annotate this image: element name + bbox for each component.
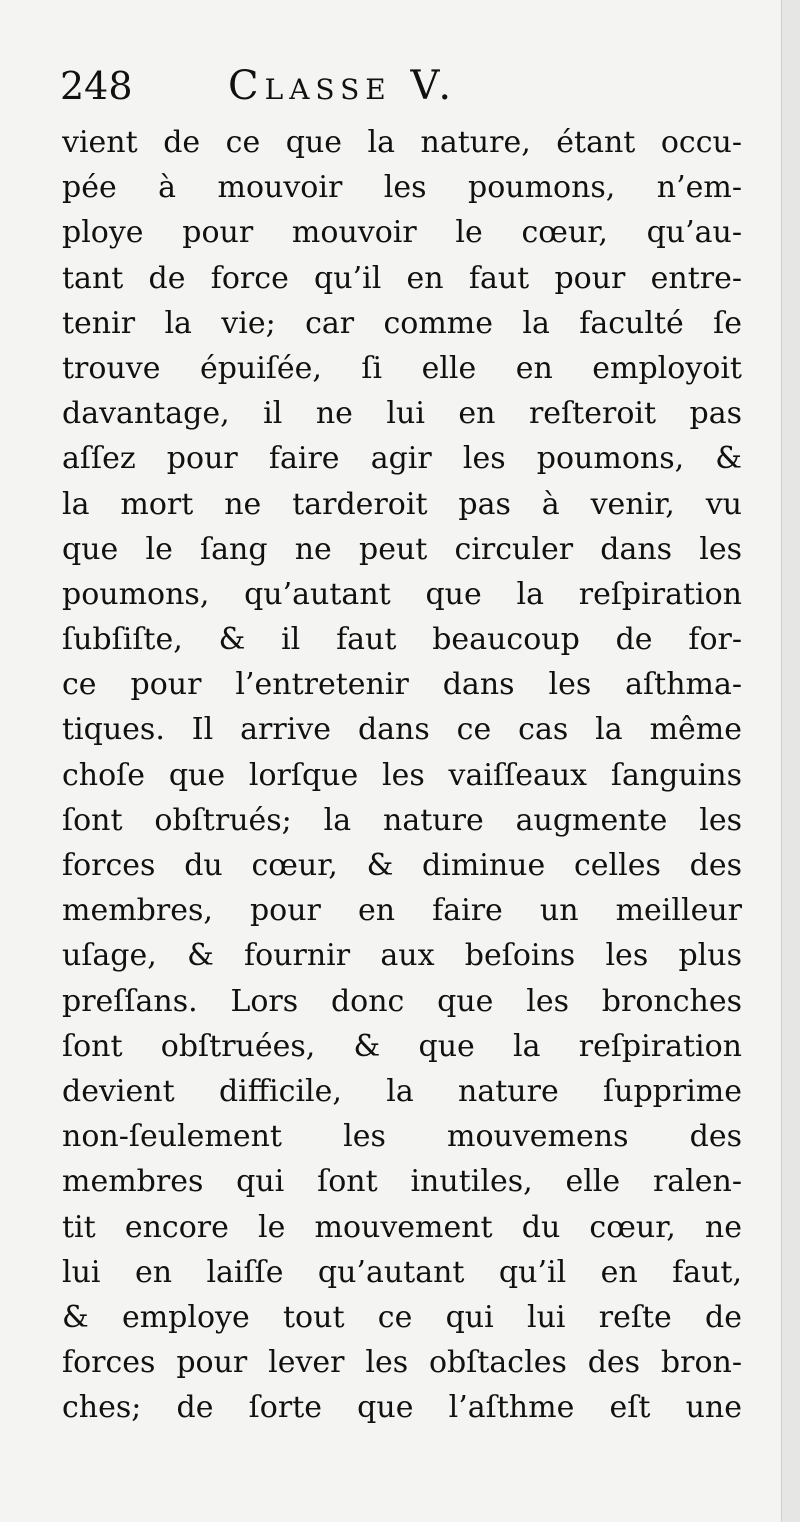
text-line: tit encore le mouvement du cœur, ne [62, 1209, 742, 1245]
text-line: davantage, il ne lui en reſteroit pas [62, 396, 742, 432]
text-line: uſage, & fournir aux beſoins les plus [62, 938, 742, 974]
text-line: pée à mouvoir les poumons, n’em- [62, 170, 742, 206]
text-line: preſſans. Lors donc que les bronches [62, 983, 742, 1019]
text-line: lui en laiſſe qu’autant qu’il en faut, [62, 1254, 742, 1290]
text-line: choſe que lorſque les vaiſſeaux ſanguins [62, 757, 742, 793]
text-line: forces du cœur, & diminue celles des [62, 848, 742, 883]
text-line: ploye pour mouvoir le cœur, qu’au- [62, 215, 742, 251]
text-line: membres qui ſont inutiles, elle ralen- [62, 1164, 742, 1200]
text-line: membres, pour en faire un meilleur [62, 893, 742, 929]
text-line: vient de ce que la nature, étant occu- [62, 125, 742, 160]
text-line: poumons, qu’autant que la reſpiration [62, 576, 742, 612]
text-line: que le ſang ne peut circuler dans les [62, 531, 742, 567]
text-line: & employe tout ce qui lui reſte de [62, 1299, 742, 1335]
text-line: ſont obſtruées, & que la reſpiration [62, 1028, 742, 1064]
text-line: aſſez pour faire agir les poumons, & [62, 441, 742, 477]
text-line: ce pour l’entretenir dans les aſthma- [62, 667, 742, 703]
running-head: Classe V. [228, 63, 458, 109]
text-line: ſont obſtrués; la nature augmente les [62, 802, 742, 838]
page-header [60, 62, 760, 110]
body-text [62, 120, 742, 1430]
text-line: ches; de ſorte que l’aſthme eſt une [62, 1390, 742, 1426]
page-edge [781, 0, 800, 1522]
text-line: tenir la vie; car comme la faculté ſe [62, 305, 742, 341]
text-line: tant de force qu’il en faut pour entre- [62, 260, 742, 296]
text-line: la mort ne tarderoit pas à venir, vu [62, 486, 742, 522]
text-line: forces pour lever les obſtacles des bron- [62, 1345, 742, 1381]
text-line: trouve épuiſée, ſi elle en employoit [62, 350, 742, 386]
text-line: devient difficile, la nature ſupprime [62, 1073, 742, 1109]
text-line: ſubſiſte, & il faut beaucoup de for- [62, 622, 742, 658]
text-line: non-ſeulement les mouvemens des [62, 1119, 742, 1155]
page-number: 248 [60, 64, 133, 108]
text-line: tiques. Il arrive dans ce cas la même [62, 712, 742, 748]
